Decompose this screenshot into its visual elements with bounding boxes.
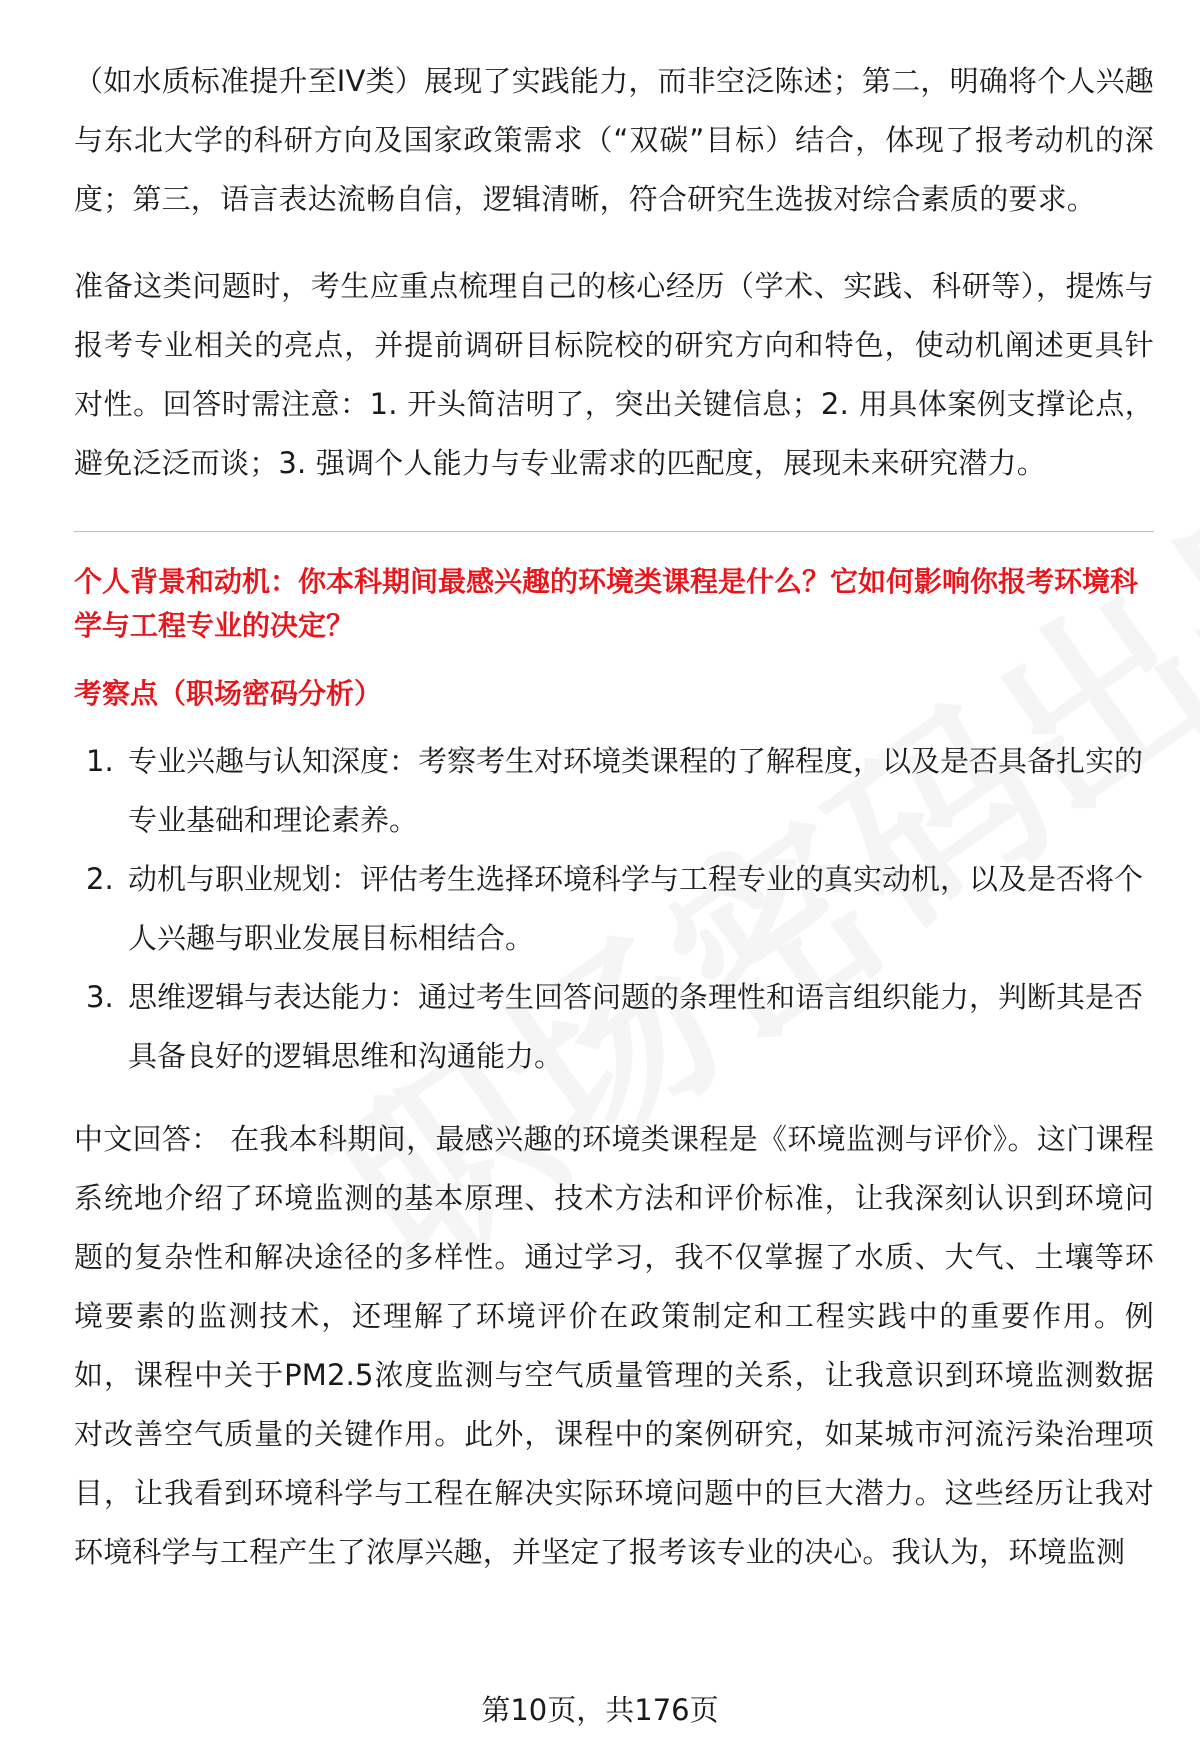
intro-paragraph-1: （如水质标准提升至IV类）展现了实践能力，而非空泛陈述；第二，明确将个人兴趣与东北大学的科研方向及国家政策需求（“双碳”目标）结合，体现了报考动机的深度；第三，语言表达流畅自信，逻辑清晰，符合研究生选拔对综合素质的要求。 [74, 64, 1154, 216]
list-item-number: 1. [86, 744, 114, 778]
question-heading: 个人背景和动机：你本科期间最感兴趣的环境类课程是什么？它如何影响你报考环境科学与工程专业的决定？ [74, 565, 1139, 642]
section-divider [74, 531, 1154, 532]
list-item-text: 思维逻辑与表达能力：通过考生回答问题的条理性和语言组织能力，判断其是否具备良好的逻辑思维和沟通能力。 [128, 980, 1144, 1073]
intro-paragraph-2: 准备这类问题时，考生应重点梳理自己的核心经历（学术、实践、科研等），提炼与报考专业相关的亮点，并提前调研目标院校的研究方向和特色，使动机阐述更具针对性。回答时需注意：1. 开头简洁明了，突出关键信息；2. 用具体案例支撑论点，避免泛泛而谈；3. 强调个人能力与专业需求的匹配度，展现未来研究潜力。 [74, 269, 1154, 480]
list-item [74, 968, 1154, 1086]
analysis-heading: 考察点（职场密码分析） [74, 677, 383, 710]
document-page [74, 52, 1154, 1582]
answer-paragraph: 中文回答： 在我本科期间，最感兴趣的环境类课程是《环境监测与评价》。这门课程系统地介绍了环境监测的基本原理、技术方法和评价标准，让我深刻认识到环境问题的复杂性和解决途径的多样性。通过学习，我不仅掌握了水质、大气、土壤等环境要素的监测技术，还理解了环境评价在政策制定和工程实践中的重要作用。例如，课程中关于PM2.5浓度监测与空气质量管理的关系，让我意识到环境监测数据对改善空气质量的关键作用。此外，课程中的案例研究，如某城市河流污染治理项目，让我看到环境科学与工程在解决实际环境问题中的巨大潜力。这些经历让我对环境科学与工程产生了浓厚兴趣，并坚定了报考该专业的决心。我认为，环境监测 [74, 1122, 1154, 1569]
list-item-number: 2. [86, 862, 114, 896]
list-item [74, 732, 1154, 850]
list-item-text: 专业兴趣与认知深度：考察考生对环境类课程的了解程度，以及是否具备扎实的专业基础和理论素养。 [128, 744, 1144, 837]
list-item-text: 动机与职业规划：评估考生选择环境科学与工程专业的真实动机，以及是否将个人兴趣与职业发展目标相结合。 [128, 862, 1144, 955]
list-item-number: 3. [86, 980, 114, 1014]
list-item [74, 850, 1154, 968]
analysis-list [74, 732, 1154, 1086]
page-footer: 第10页，共176页 [481, 1693, 719, 1727]
